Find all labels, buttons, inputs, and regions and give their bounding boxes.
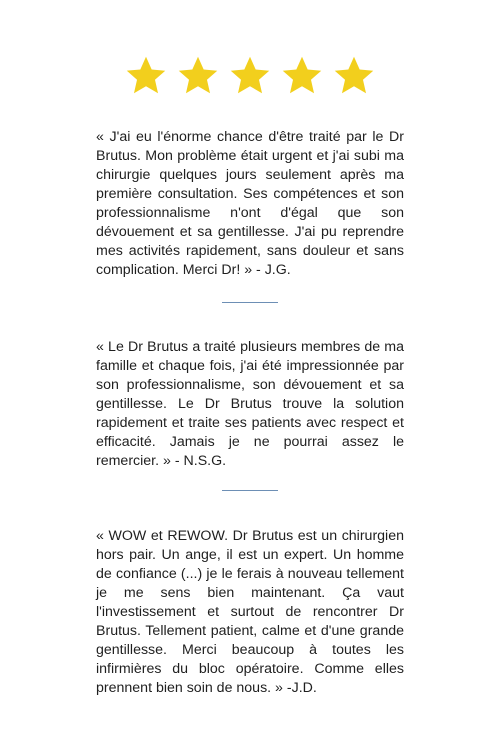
star-icon <box>228 54 272 98</box>
testimonial-jg: « J'ai eu l'énorme chance d'être traité par le Dr Brutus. Mon problème était urgent et j'ai subi ma chirurgie quelques jours seulement après ma première consultation. Ses compétences et son professionnalisme n'ont d'égal que son dévouement et sa gentillesse. J'ai pu reprendre mes activités rapidement, sans douleur et sans complication. Merci Dr! » - J.G. <box>96 129 404 278</box>
five-star-rating <box>0 54 500 98</box>
divider <box>222 490 278 491</box>
star-icon <box>280 54 324 98</box>
star-icon <box>332 54 376 98</box>
divider <box>222 302 278 303</box>
testimonial-nsg: « Le Dr Brutus a traité plusieurs membres de ma famille et chaque fois, j'ai été impressionnée par son professionnalisme, son dévouement et sa gentillesse. Le Dr Brutus trouve la solution rapidement et traite ses patients avec respect et efficacité. Jamais je ne pourrai assez le remercier. » - N.S.G. <box>96 339 404 469</box>
testimonial-jd: « WOW et REWOW. Dr Brutus est un chirurgien hors pair. Un ange, il est un expert. Un homme de confiance (...) je le ferais à nouveau tellement je me sens bien maintenant. Ça vaut l'investissement et surtout de rencontrer Dr Brutus. Tellement patient, calme et d'une grande gentillesse. Merci beaucoup à toutes les infirmières du bloc opératoire. Comme elles prennent bien soin de nous. » -J.D. <box>96 528 404 696</box>
star-icon <box>176 54 220 98</box>
star-icon <box>124 54 168 98</box>
